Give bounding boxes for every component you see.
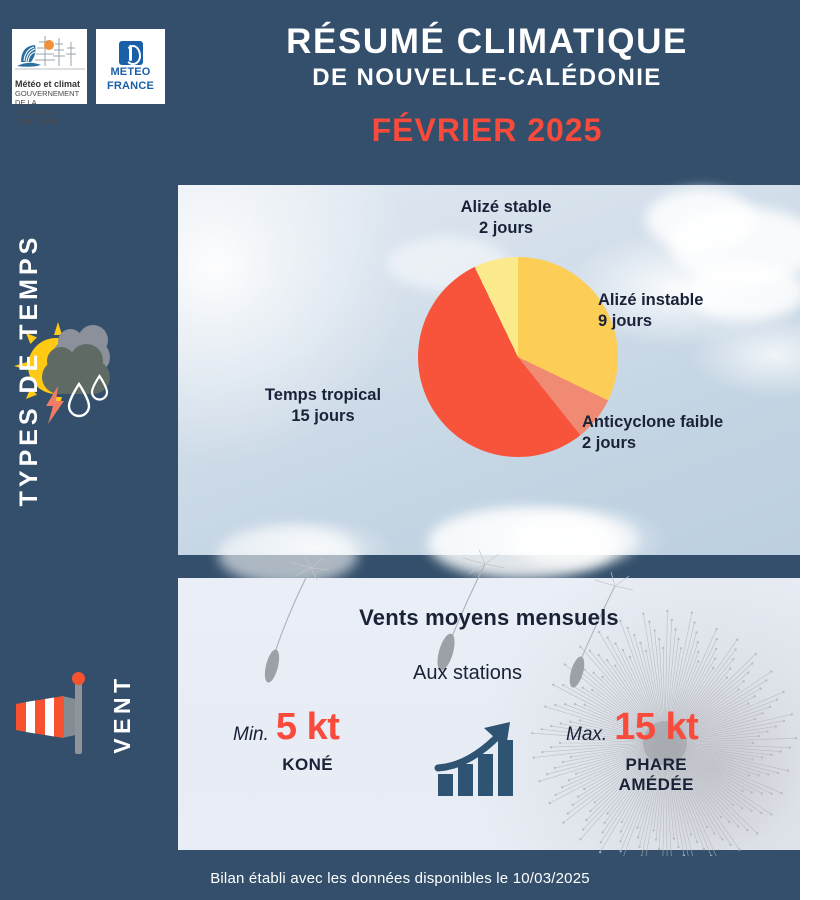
wind-section <box>0 578 800 850</box>
page-subtitle: DE NOUVELLE-CALÉDONIE <box>312 64 662 92</box>
wind-subtitle: Aux stations <box>413 662 522 684</box>
month-title: FÉVRIER 2025 <box>371 111 603 148</box>
wind-max-station-line1: PHARE <box>625 755 687 774</box>
footer <box>0 856 800 900</box>
logo-gouv-line2: NOUVELLE-CALÉDONIE <box>15 107 59 126</box>
header-titles <box>188 22 786 149</box>
wind-rail-label: VENT <box>108 674 135 754</box>
wind-min-value: 5 kt <box>275 706 340 748</box>
wind-min-station: KONÉ <box>282 755 333 774</box>
wind-rail <box>0 578 178 850</box>
weather-types-panel <box>178 185 800 555</box>
page-title: RÉSUMÉ CLIMATIQUE <box>286 22 688 61</box>
logo-gouvernement-nc <box>12 29 87 126</box>
logo-group <box>12 29 165 126</box>
lightning-bolt-icon <box>43 386 67 424</box>
pie-label-anticyclone-faible-name: Anticyclone faible <box>582 413 724 431</box>
weather-types-section <box>0 185 800 555</box>
pie-label-temps-tropical-name: Temps tropical <box>264 386 382 404</box>
footer-text: Bilan établi avec les données disponibles le 10/03/2025 <box>210 869 590 887</box>
raindrop-small-icon <box>90 374 109 401</box>
header <box>0 0 800 183</box>
pie-label-temps-tropical <box>223 385 423 427</box>
windsock-icon <box>14 670 118 758</box>
windsock-body-icon <box>16 694 82 740</box>
wind-min-block <box>233 708 339 775</box>
logo-meteo-france <box>96 29 165 104</box>
weather-types-rail-label: TYPES DE TEMPS <box>15 233 44 507</box>
growth-arrow-chart-icon <box>436 718 526 798</box>
logo-gouv-line1: GOUVERNEMENT DE LA <box>15 89 80 108</box>
wind-max-tag: Max. <box>566 724 608 745</box>
wind-max-station-line2: AMÉDÉE <box>618 775 694 795</box>
nc-emblem-icon <box>15 32 85 72</box>
weather-types-rail <box>0 185 178 555</box>
pie-label-alize-instable-name: Alizé instable <box>598 291 704 309</box>
raindrop-large-icon <box>66 382 92 418</box>
pie-label-alize-instable <box>598 290 788 332</box>
meteo-france-mark-icon <box>119 41 143 65</box>
logo-gouv-title: Météo et climat <box>15 79 81 89</box>
wind-title: Vents moyens mensuels <box>359 605 619 630</box>
wind-max-value: 15 kt <box>614 706 699 748</box>
wind-panel <box>178 578 800 850</box>
dandelion-seed-icon <box>533 582 653 722</box>
pie-label-anticyclone-faible <box>582 412 792 454</box>
wind-max-station <box>614 755 698 796</box>
logo-mf-line2: FRANCE <box>106 79 155 92</box>
pie-label-alize-stable-name: Alizé stable <box>460 198 552 216</box>
wind-min-tag: Min. <box>233 724 269 745</box>
pie-label-anticyclone-faible-value: 2 jours <box>582 434 637 453</box>
pie-label-temps-tropical-value: 15 jours <box>291 407 355 426</box>
pie-label-alize-instable-value: 9 jours <box>598 312 653 331</box>
pie-label-alize-stable-value: 2 jours <box>478 219 534 238</box>
wind-max-block <box>566 708 698 796</box>
pie-label-alize-stable <box>421 197 591 239</box>
logo-mf-line1: METEO <box>110 65 151 78</box>
